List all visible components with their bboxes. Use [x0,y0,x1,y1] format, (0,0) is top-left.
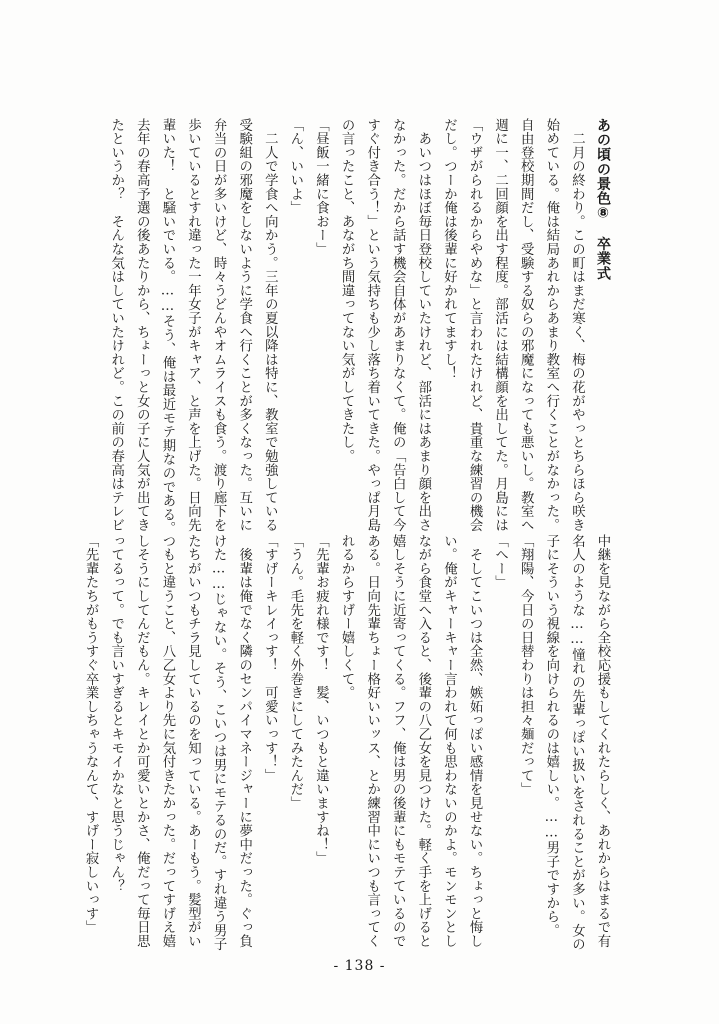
text-column: 「すげーキレイっす！ 可愛いっす！」 [262,534,278,783]
text-column: い。俺がキャーキャー言われて何も思わないのかよ。モンモンとし [441,534,457,948]
text-column: 自由登校期間だし、受験する奴らの邪魔になっても悪いし。教室へ [518,118,534,532]
text-column: ながら食堂へ入ると、後輩の八乙女を見つけた。軽く手を上げると [415,534,431,948]
page-number: - 138 - [333,958,386,974]
chapter-title: あの頃の景色⑧ 卒業式 [595,118,611,281]
text-column: 「翔陽、今日の日替わりは担々麺だって」 [518,534,534,797]
text-column: 「先輩たちがもうすぐ卒業しちゃうなんて、すげー寂しいっす」 [83,534,99,935]
text-column: 弁当の日が多いけど、時々うどんやオムライスも食う。渡り廊下を [211,118,227,532]
text-column: 歩いているとすれ違った一年女子がキャア、と声を上げた。日向先 [185,118,201,532]
text-column: 二人で学食へ向かう。三年の夏以降は特に、教室で勉強している [262,118,278,532]
text-column: 「うん。毛先を軽く外巻きにしてみたんだ」 [287,534,303,810]
text-column: 「ウザがられるからやめな」と言われたけれど、貴重な練習の機会 [467,118,483,532]
text-column: 輩いた！ と騒いでいる。……そう、俺は最近モテ期なのである。 [159,118,175,536]
upper-text-block [103,118,615,536]
text-column: 始めている。俺は結局あれからあまり教室へ行くことがなかった。 [543,118,559,532]
text-column: しそうにしてんだもん。キレイとか可愛いとかさ、俺だって毎日思 [134,534,150,948]
text-column: そしてこいつは全然、嫉妬っぽい感情を見せない。ちょっと悔し [467,534,483,948]
text-column: 二月の終わり。この町はまだ寒く、梅の花がやっとちらほら咲き [569,118,585,532]
text-column: すぐ付き合う！」という気持ちも少し落ち着いてきた。やっぱ月島 [364,118,380,532]
text-column: の言ったこと、あながち間違ってない気がしてきたし。 [339,118,355,463]
lower-text-block [83,534,615,952]
text-column: たというか？ そんな気はしていたけれど。この前の春高はテレビ [108,118,124,532]
text-column: 受験組の邪魔をしないように学食へ行くことが多くなった。互いに [236,118,252,532]
text-column: 週に一、二回顔を出す程度。部活には結構顔を出してた。月島には [492,118,508,532]
text-column: つもと違うこと、八乙女より先に気付きたかった。だってすげえ嬉 [159,534,175,948]
text-column: れるからすげー嬉しくて。 [339,534,355,700]
text-column: ある。日向先輩ちょー格好いいッス、とか練習中にいつも言ってく [364,534,380,948]
text-column: だし。つーか俺は後輩に好かれてますし！ [441,118,457,381]
text-column: たちがいつもチラ見しているのを知っている。あーもう。髪型がい [185,534,201,948]
text-column: 「昼飯一緒に食おー」 [313,118,329,256]
text-column: ってるって。でも言いすぎるとキモイかなと思うじゃん？ [108,534,124,893]
text-column: けた……じゃない。そう、こいつは男にモテるのだ。すれ違う男子 [211,534,227,952]
text-column: 中継を見ながら全校応援もしてくれたらしく、あれからはまるで有 [595,534,610,948]
text-column: 「へー」 [492,534,508,590]
text-column: 去年の春高予選の後あたりから、ちょーっと女の子に人気が出てき [134,118,150,532]
text-column: 「先輩お疲れ様です！ 髪、いつもと違いますね！」 [313,534,329,866]
text-column: 嬉しそうに近寄ってくる。フフ、俺は男の後輩にもモテているので [390,534,406,948]
text-column: 「ん、いいよ」 [287,118,303,215]
text-column: 後輩は俺でなく隣のセンパイマネージャーに夢中だった。ぐっ負 [236,534,252,948]
text-column: あいつはほぼ毎日登校していたけれど、部活にはあまり顔を出さ [415,118,431,532]
text-column: 子にそういう視線を向けられるのは嬉しい。……男子ですから。 [543,534,559,938]
text-column: 名人のような……憧れの先輩っぽい扱いをされることが多い。女の [569,534,585,952]
text-column: なかった。だから話す機会自体があまりなくて。俺の「告白して今 [390,118,406,532]
